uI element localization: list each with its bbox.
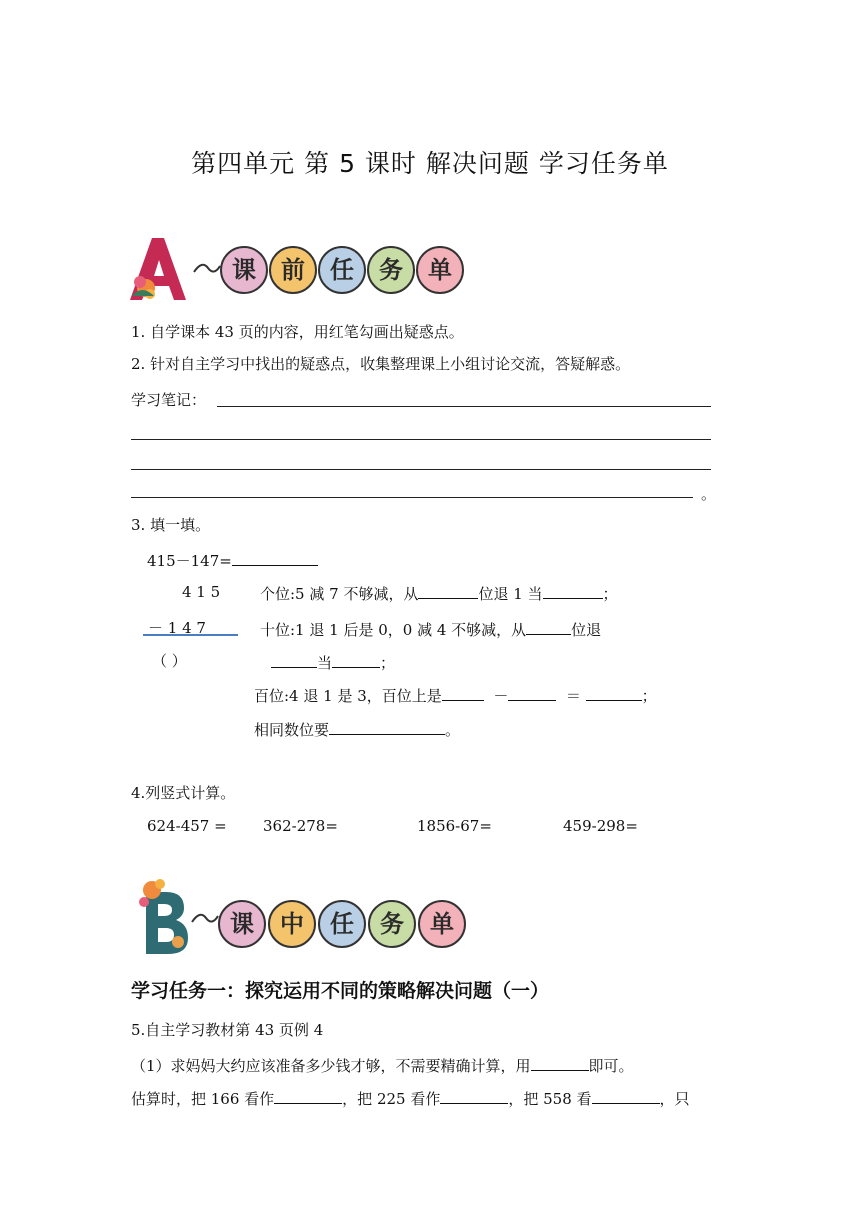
- est-blank-3: [592, 1087, 660, 1104]
- calc-2: 362-278=: [263, 817, 338, 835]
- task-item-3: 3. 填一填。: [131, 516, 211, 534]
- equation-blank: [232, 549, 318, 566]
- est-blank-2: [440, 1087, 508, 1104]
- calc-4: 459-298=: [563, 817, 638, 835]
- tens-blank-1: [526, 618, 571, 635]
- vertical-rule: [143, 634, 238, 636]
- notes-line-3: [131, 469, 711, 470]
- ones-line: 个位:5 减 7 不够减，从 位退 1 当 ；: [260, 582, 618, 604]
- vertical-top: 4 1 5: [182, 583, 221, 601]
- subtraction-equation: [147, 549, 318, 571]
- notes-end-mark: 。: [701, 485, 717, 503]
- question-1: （1）求妈妈大约应该准备多少钱才够，不需要精确计算，用 即可。: [131, 1054, 634, 1076]
- hundreds-blank-2: [508, 684, 556, 701]
- banner-a-bubble-5: 单: [416, 246, 464, 294]
- vertical-bottom: － 1 4 7: [148, 619, 206, 637]
- hundreds-line: 百位:4 退 1 是 3，百位上是 － ＝ ；: [254, 684, 657, 706]
- task-item-5: 5.自主学习教材第 43 页例 4: [131, 1021, 324, 1039]
- banner-a-bubble-3: 任: [318, 246, 366, 294]
- task-item-2: 2. 针对自主学习中找出的疑惑点，收集整理课上小组讨论交流，答疑解惑。: [131, 355, 631, 373]
- calc-3: 1856-67=: [417, 817, 492, 835]
- hundreds-blank-3: [586, 684, 642, 701]
- notes-line-2: [131, 439, 711, 440]
- notes-line-4: [131, 497, 693, 498]
- task-item-1: 1. 自学课本 43 页的内容，用红笔勾画出疑惑点。: [131, 323, 464, 341]
- q1-blank: [531, 1054, 589, 1071]
- hundreds-blank-1: [442, 684, 484, 701]
- same-digit-line: 相同数位要 。: [254, 718, 460, 740]
- same-digit-blank: [329, 718, 445, 735]
- banner-b-bubble-4: 务: [368, 900, 416, 948]
- banner-b-bubble-1: 课: [218, 900, 266, 948]
- task-item-4: 4.列竖式计算。: [131, 784, 236, 802]
- connector-line: [192, 258, 222, 278]
- page-title: 第四单元 第 5 课时 解决问题 学习任务单: [191, 149, 669, 178]
- banner-pre-class-tasks: [128, 236, 473, 302]
- tens-blank-3: [332, 651, 380, 668]
- banner-a-bubble-1: 课: [220, 246, 268, 294]
- banner-b-bubble-3: 任: [318, 900, 366, 948]
- calc-1: 624-457 =: [147, 817, 227, 835]
- est-blank-1: [274, 1087, 342, 1104]
- estimate-line: 估算时，把 166 看作 ，把 225 看作 ，把 558 看 ，只: [131, 1087, 690, 1109]
- section-heading-task-1: 学习任务一：探究运用不同的策略解决问题（一）: [131, 980, 550, 1002]
- tens-line: 十位:1 退 1 后是 0，0 减 4 不够减，从 位退: [260, 618, 601, 640]
- equation-text: 415－147=: [147, 552, 232, 570]
- connector-line: [190, 908, 220, 928]
- letter-b-flower-icon: [132, 878, 196, 958]
- ones-blank-1: [418, 582, 478, 599]
- banner-b-bubble-5: 单: [418, 900, 466, 948]
- tens-line-2: 当 ；: [271, 651, 395, 673]
- notes-label: 学习笔记：: [131, 391, 207, 409]
- banner-a-bubble-2: 前: [269, 246, 317, 294]
- vertical-result-paren: （ ）: [152, 652, 187, 670]
- tens-blank-2: [271, 651, 317, 668]
- banner-b-bubble-2: 中: [268, 900, 316, 948]
- banner-in-class-tasks: [132, 878, 477, 958]
- ones-blank-2: [543, 582, 603, 599]
- notes-line-1: [217, 406, 711, 407]
- banner-a-bubble-4: 务: [367, 246, 415, 294]
- letter-a-flower-icon: [128, 236, 198, 302]
